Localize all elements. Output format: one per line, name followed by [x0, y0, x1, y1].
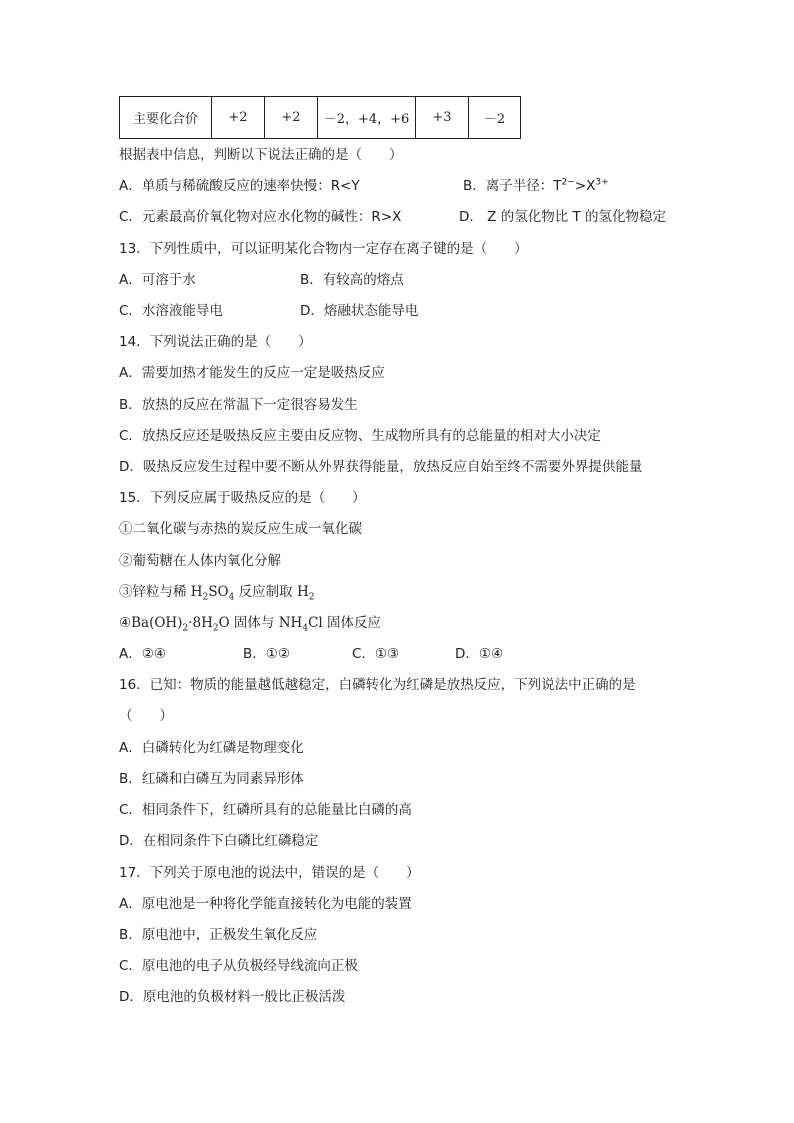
option-b [463, 177, 609, 195]
list-item [119, 583, 314, 601]
option-b-text: >X [574, 178, 596, 194]
question-16-stem: 16．已知：物质的能量越低越稳定，白磷转化为红磷是放热反应，下列说法中正确的是 [119, 677, 636, 693]
option-b: B．有较高的熔点 [300, 272, 404, 288]
subscript: 4 [302, 623, 309, 634]
subscript: 2 [212, 623, 219, 634]
question-13-options-ab [119, 271, 519, 289]
question-16-stem-cont: （ ） [119, 708, 173, 724]
option-b-text: B．离子半径：T [463, 178, 562, 194]
option-a: A．可溶于水 [119, 272, 196, 288]
list-item: ①二氧化碳与赤热的炭反应生成一氧化碳 [119, 521, 362, 537]
option-c: C．元素最高价氧化物对应水化物的碱性：R>X [119, 209, 402, 225]
question-15-options [119, 645, 539, 663]
option-a: A．②④ [119, 646, 166, 662]
question-14-stem: 14．下列说法正确的是（ ） [119, 334, 312, 350]
question-15-stem: 15．下列反应属于吸热反应的是（ ） [119, 490, 366, 506]
option-c: C．水溶液能导电 [119, 303, 223, 319]
table-cell: －2 [469, 97, 521, 139]
option-b: B．红磷和白磷互为同素异形体 [119, 771, 304, 787]
subscript: 4 [228, 592, 235, 603]
option-c: C．相同条件下，红磷所具有的总能量比白磷的高 [119, 802, 412, 818]
table-cell: +2 [265, 97, 318, 139]
option-b: B．①② [243, 646, 290, 662]
option-a: A．白磷转化为红磷是物理变化 [119, 740, 304, 756]
list-item-text: SO [208, 584, 229, 600]
superscript: 2− [561, 177, 575, 188]
valence-table [119, 96, 521, 139]
option-d: D． Z 的氢化物比 T 的氢化物稳定 [459, 209, 667, 225]
option-a: A．需要加热才能发生的反应一定是吸热反应 [119, 365, 385, 381]
question-12-stem: 根据表中信息，判断以下说法正确的是（ ） [119, 147, 403, 163]
question-12-options-ab [119, 177, 759, 195]
option-d: D．①④ [455, 646, 504, 662]
question-12-options-cd [119, 208, 759, 226]
option-c: C．①③ [352, 646, 400, 662]
list-item-text: Cl 固体反应 [308, 615, 382, 631]
table-cell: +3 [416, 97, 469, 139]
option-c: C．原电池的电子从负极经导线流向正极 [119, 958, 358, 974]
subscript: 2 [182, 623, 189, 634]
list-item: ②葡萄糖在人体内氧化分解 [119, 553, 281, 569]
list-item-text: ④Ba(OH) [119, 615, 183, 631]
table-cell: －2，+4，+6 [318, 97, 416, 139]
option-d: D．原电池的负极材料一般比正极活泼 [119, 989, 346, 1005]
list-item [119, 614, 381, 632]
option-a: A．原电池是一种将化学能直接转化为电能的装置 [119, 896, 412, 912]
option-c: C．放热反应还是吸热反应主要由反应物、生成物所具有的总能量的相对大小决定 [119, 428, 601, 444]
subscript: 2 [308, 592, 315, 603]
list-item-text: ③锌粒与稀 H [119, 584, 203, 600]
subscript: 2 [202, 592, 209, 603]
option-d: D．吸热反应发生过程中要不断从外界获得能量，放热反应自始至终不需要外界提供能量 [119, 459, 643, 475]
option-b: B．原电池中，正极发生氧化反应 [119, 927, 318, 943]
list-item-text: O 固体与 NH [218, 615, 303, 631]
list-item-text: ·8H [188, 615, 213, 631]
option-b: B．放热的反应在常温下一定很容易发生 [119, 397, 358, 413]
option-d: D．在相同条件下白磷比红磷稳定 [119, 833, 319, 849]
option-a: A．单质与稀硫酸反应的速率快慢：R<Y [119, 178, 360, 194]
superscript: 3+ [595, 177, 609, 188]
question-13-stem: 13．下列性质中，可以证明某化合物内一定存在离子键的是（ ） [119, 241, 528, 257]
table-row [120, 97, 521, 139]
question-13-options-cd [119, 302, 519, 320]
table-row-label: 主要化合价 [120, 97, 212, 139]
table-cell: +2 [212, 97, 265, 139]
list-item-text: 反应制取 H [234, 584, 309, 600]
question-17-stem: 17．下列关于原电池的说法中，错误的是（ ） [119, 865, 420, 881]
option-d: D．熔融状态能导电 [300, 303, 419, 319]
